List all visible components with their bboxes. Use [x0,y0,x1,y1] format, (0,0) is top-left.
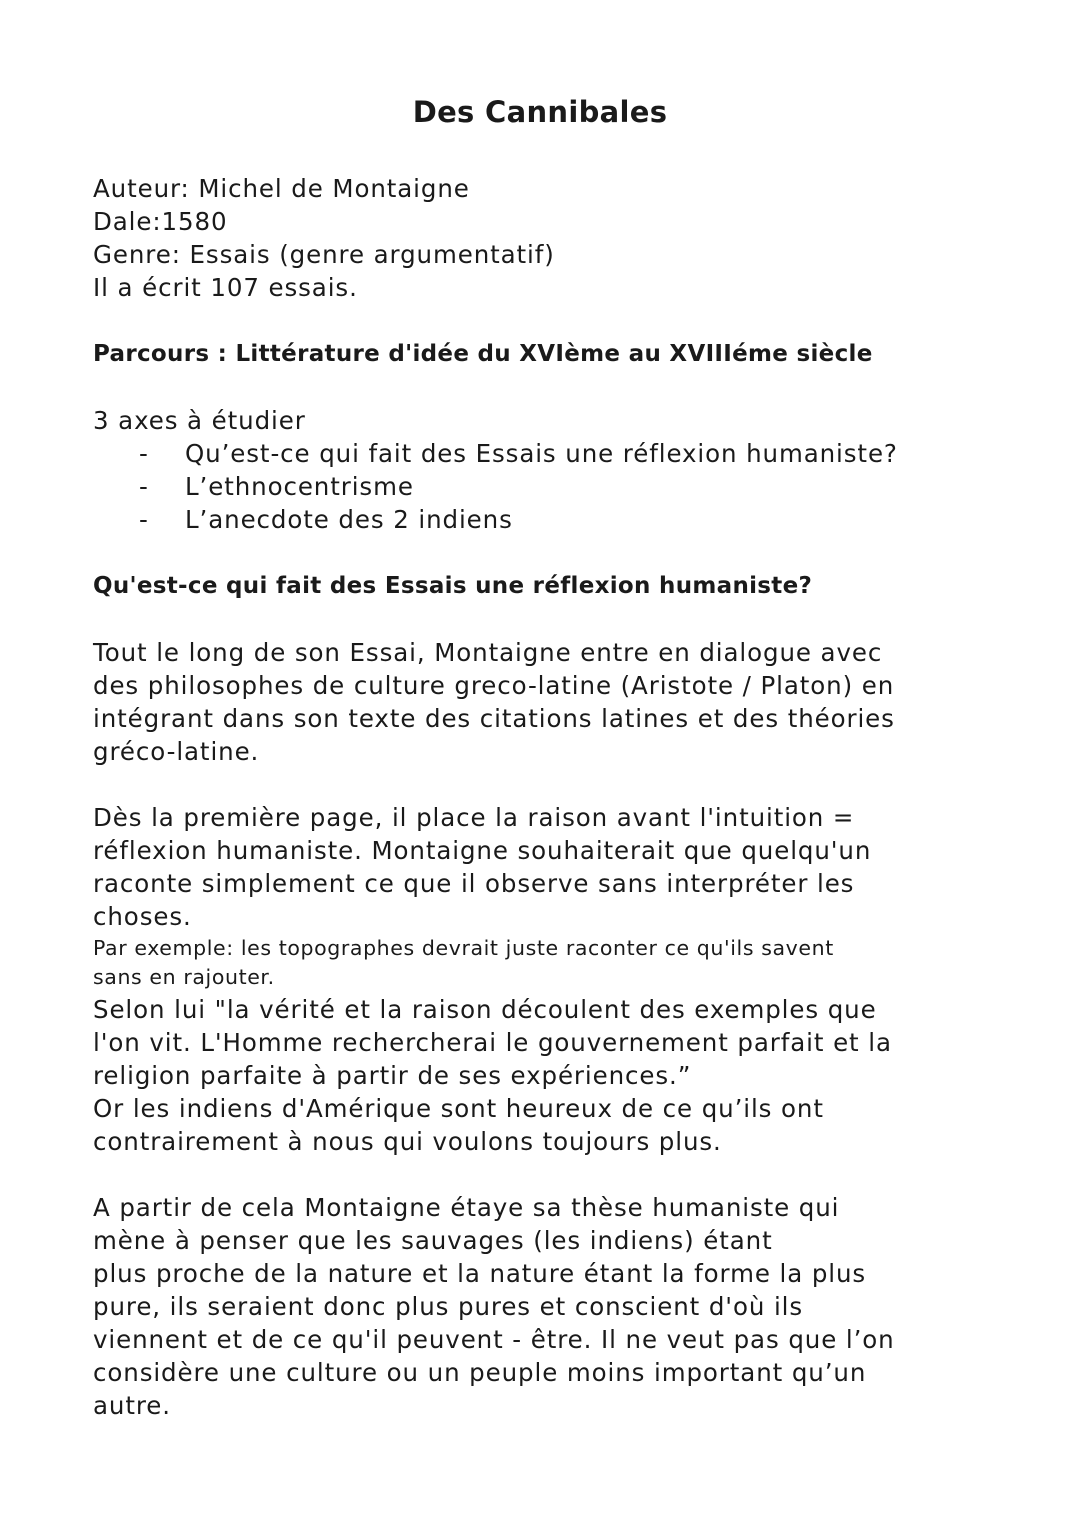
axes-intro: 3 axes à étudier [93,406,306,435]
axis-item-text: L’ethnocentrisme [185,472,414,501]
bullet-dash: - [139,439,149,468]
paragraph-line: Dès la première page, il place la raison avant l'intuition = [93,803,855,832]
paragraph-line: autre. [93,1391,171,1420]
paragraph-line: raconte simplement ce que il observe sans interpréter les [93,869,855,898]
paragraph-line: réflexion humaniste. Montaigne souhaiterait que quelqu'un [93,836,872,865]
essay-count-line: Il a écrit 107 essais. [93,273,358,302]
page-title: Des Cannibales [412,95,668,129]
paragraph-line: intégrant dans son texte des citations latines et des théories [93,704,895,733]
paragraph-line: pure, ils seraient donc plus pures et conscient d'où ils [93,1292,804,1321]
paragraph-line: Selon lui "la vérité et la raison découlent des exemples que [93,995,877,1024]
paragraph-line: gréco-latine. [93,737,260,766]
paragraph-line: mène à penser que les sauvages (les indiens) étant [93,1226,773,1255]
paragraph-line: Tout le long de son Essai, Montaigne entre en dialogue avec [93,638,883,667]
paragraph-line: religion parfaite à partir de ses expériences.” [93,1061,692,1090]
axis-item-text: L’anecdote des 2 indiens [185,505,513,534]
axis-item [139,470,414,503]
bullet-dash: - [139,505,149,534]
example-line: Par exemple: les topographes devrait juste raconter ce qu'ils savent [93,936,834,960]
paragraph-line: Or les indiens d'Amérique sont heureux de ce qu’ils ont [93,1094,824,1123]
paragraph-line: des philosophes de culture greco-latine (Aristote / Platon) en [93,671,895,700]
paragraph-line: considère une culture ou un peuple moins important qu’un [93,1358,867,1387]
date-line: Dale:1580 [93,207,228,236]
paragraph-line: A partir de cela Montaigne étaye sa thèse humaniste qui [93,1193,840,1222]
paragraph-line: plus proche de la nature et la nature étant la forme la plus [93,1259,867,1288]
section-heading: Qu'est-ce qui fait des Essais une réflexion humaniste? [93,573,813,599]
bullet-dash: - [139,472,149,501]
parcours-heading: Parcours : Littérature d'idée du XVIème au XVIIIéme siècle [93,341,873,367]
paragraph-line: choses. [93,902,192,931]
axis-item [139,437,898,470]
axis-item [139,503,513,536]
genre-line: Genre: Essais (genre argumentatif) [93,240,555,269]
paragraph-line: contrairement à nous qui voulons toujours plus. [93,1127,722,1156]
axis-item-text: Qu’est-ce qui fait des Essais une réflexion humaniste? [185,439,898,468]
author-line: Auteur: Michel de Montaigne [93,174,470,203]
example-line: sans en rajouter. [93,965,275,989]
paragraph-line: l'on vit. L'Homme rechercherai le gouvernement parfait et la [93,1028,892,1057]
paragraph-line: viennent et de ce qu'il peuvent - être. Il ne veut pas que l’on [93,1325,895,1354]
